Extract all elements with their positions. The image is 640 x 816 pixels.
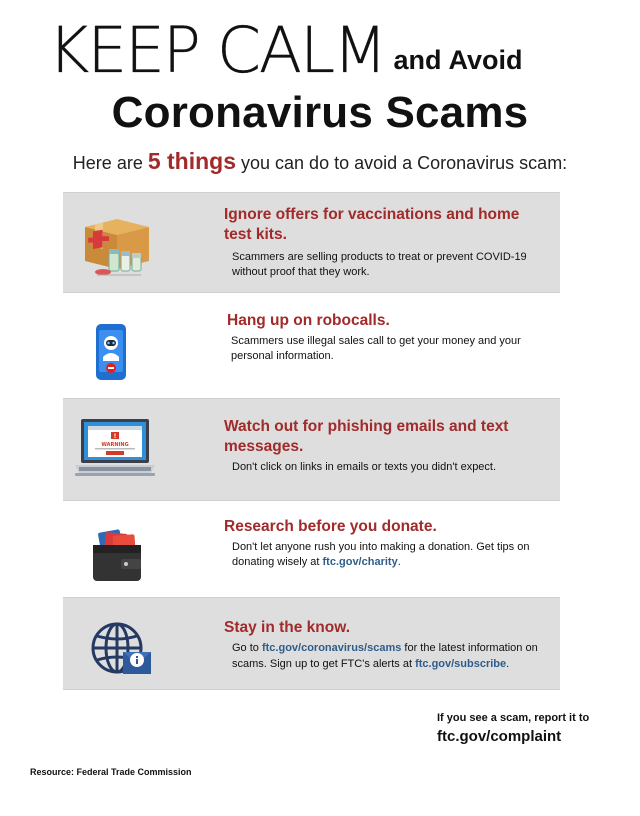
tip-heading: Ignore offers for vaccinations and home test kits. [224, 206, 520, 243]
tip-body: Don't click on links in emails or texts you didn't expect. [232, 461, 497, 473]
tip-heading: Watch out for phishing emails and text messages. [224, 418, 509, 455]
report-prompt: If you see a scam, report it to [437, 712, 590, 724]
subtitle-prefix: Here are [72, 153, 148, 173]
title-avoid: Avoid [448, 45, 523, 75]
coronavirus-scams-link[interactable]: ftc.gov/coronavirus/scams [261, 642, 402, 654]
laptop-warning-icon [73, 417, 157, 481]
robocall-phone-icon [94, 323, 128, 381]
subtitle [0, 148, 640, 175]
tip-text [224, 205, 548, 280]
tip-text [224, 417, 548, 475]
tip-body-text: Don't let anyone rush you into making a donation. Get tips on donating wisely at [232, 541, 530, 568]
svg-text:!: ! [113, 433, 117, 440]
tip-donate [63, 501, 560, 597]
tip-body [224, 540, 548, 570]
tip-text [224, 618, 548, 672]
globe-mail-icon [89, 622, 153, 678]
tip-heading: Stay in the know. [224, 619, 351, 636]
tip-phishing [63, 398, 560, 501]
tip-heading: Hang up on robocalls. [227, 312, 390, 329]
tip-body: Scammers use illegal sales call to get your money and your personal information. [231, 335, 521, 362]
subtitle-suffix: you can do to avoid a Coronavirus scam: [236, 153, 568, 173]
tip-body-text: Go to [232, 642, 262, 654]
title-line-1 [48, 10, 523, 87]
title-line-2: Coronavirus Scams [111, 88, 529, 137]
tip-body [224, 641, 548, 672]
wallet-icon [91, 529, 143, 585]
resource-credit: Resource: Federal Trade Commission [30, 767, 192, 777]
tip-body: Scammers are selling products to treat or prevent COVID-19 without proof that they work. [232, 251, 527, 278]
medicine-box-icon [81, 209, 153, 281]
title-and: and [393, 45, 442, 75]
tip-body-text-2: for the latest information on scams. Sign up to get FTC's alerts at [232, 642, 538, 670]
title-keep-calm: KEEP CALM [48, 14, 386, 87]
tip-body-end: . [506, 657, 510, 670]
tip-heading: Research before you donate. [224, 518, 437, 535]
subtitle-highlight: 5 things [147, 148, 237, 174]
laptop-warning-text: WARNING [101, 442, 129, 448]
tip-text [224, 517, 548, 570]
tip-body-end: . [397, 556, 401, 568]
subscribe-link[interactable]: ftc.gov/subscribe [415, 657, 507, 670]
tip-vaccinations [63, 192, 560, 293]
charity-link[interactable]: ftc.gov/charity [322, 556, 398, 568]
tip-stay-informed [63, 597, 560, 690]
report-block [437, 712, 627, 745]
complaint-link[interactable]: ftc.gov/complaint [437, 728, 562, 745]
tip-text [227, 311, 548, 364]
tip-robocalls [63, 293, 560, 398]
